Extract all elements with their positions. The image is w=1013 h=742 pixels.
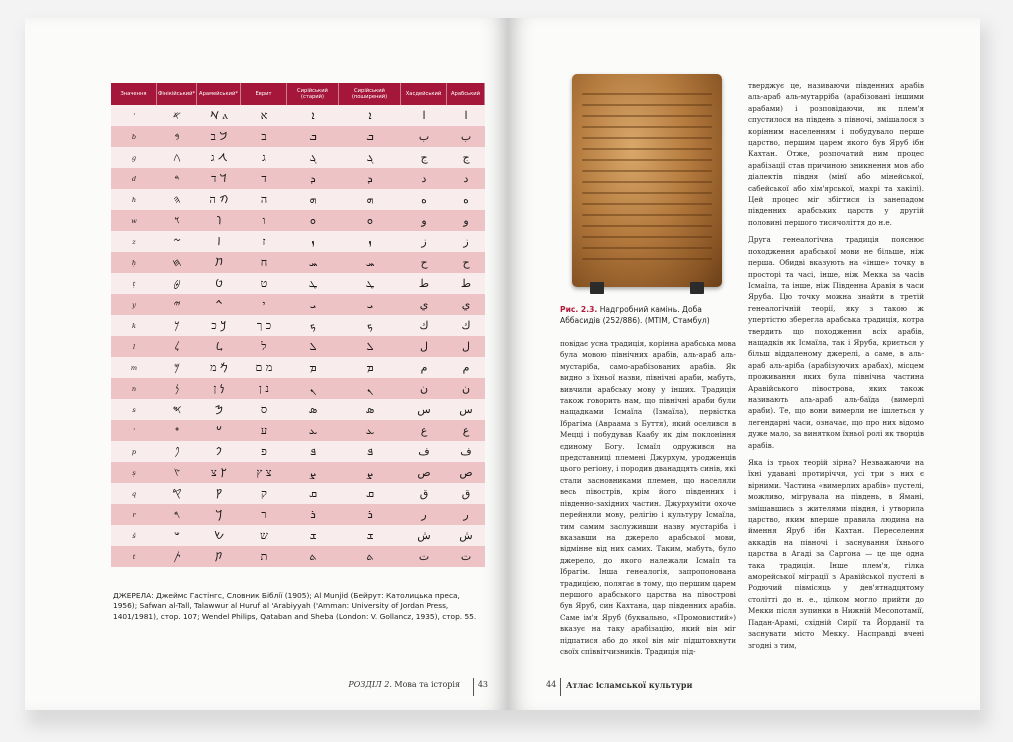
table-header-cell: Хасдейський — [401, 83, 447, 105]
letter-glyph-cell: ܢ — [339, 378, 401, 399]
letter-glyph-cell: ܥ — [287, 420, 339, 441]
letter-glyph-cell: ח — [241, 252, 287, 273]
letter-glyph-cell: ق — [447, 483, 485, 504]
letter-glyph-cell: ܗ — [339, 189, 401, 210]
letter-glyph-cell: ق — [401, 483, 447, 504]
letter-glyph-cell: ܛ — [287, 273, 339, 294]
letter-glyph-cell: 𐡆 — [197, 231, 241, 252]
letter-glyph-cell: ت — [401, 546, 447, 567]
letter-glyph-cell: 𐡍 ן — [197, 378, 241, 399]
letter-glyph-cell: و — [401, 210, 447, 231]
letter-glyph-cell: 𐤓 — [157, 504, 197, 525]
letter-glyph-cell: 𐤍 — [157, 378, 197, 399]
letter-glyph-cell: م — [401, 357, 447, 378]
letter-glyph-cell: 𐡕 — [197, 546, 241, 567]
letter-glyph-cell: ف — [447, 441, 485, 462]
letter-glyph-cell: 𐤁 — [157, 126, 197, 147]
letter-glyph-cell: ن — [447, 378, 485, 399]
letter-glyph-cell: 𐤔 — [157, 525, 197, 546]
letter-glyph-cell: ܨ — [287, 462, 339, 483]
letter-glyph-cell: ܬ — [339, 546, 401, 567]
stand-right — [690, 282, 704, 294]
letter-glyph-cell: ܫ — [339, 525, 401, 546]
letter-glyph-cell: ج — [401, 147, 447, 168]
letter-glyph-cell: ס — [241, 399, 287, 420]
letter-glyph-cell: ܫ — [287, 525, 339, 546]
letter-glyph-cell: 𐤏 — [157, 420, 197, 441]
letter-glyph-cell: ه — [447, 189, 485, 210]
letter-value-cell: y — [111, 294, 157, 315]
letter-glyph-cell: 𐡁 ב — [197, 126, 241, 147]
letter-glyph-cell: ܥ — [339, 420, 401, 441]
letter-glyph-cell: ܠ — [287, 336, 339, 357]
letter-value-cell: ʿ — [111, 420, 157, 441]
letter-glyph-cell: ܦ — [287, 441, 339, 462]
table-header-cell: Сирійський (поширений) — [339, 83, 401, 105]
letter-glyph-cell: 𐤂 — [157, 147, 197, 168]
letter-glyph-cell: ا — [447, 105, 485, 126]
letter-value-cell: n — [111, 378, 157, 399]
letter-glyph-cell: ك — [401, 315, 447, 336]
letter-glyph-cell: ا — [401, 105, 447, 126]
letter-glyph-cell: 𐤒 — [157, 483, 197, 504]
letter-glyph-cell: 𐡇 — [197, 252, 241, 273]
letter-glyph-cell: ع — [401, 420, 447, 441]
letter-glyph-cell: 𐡏 — [197, 420, 241, 441]
letter-glyph-cell: ܙ — [339, 231, 401, 252]
letter-glyph-cell: 𐤕 — [157, 546, 197, 567]
letter-glyph-cell: و — [447, 210, 485, 231]
letter-glyph-cell: د — [447, 168, 485, 189]
letter-glyph-cell: ص — [401, 462, 447, 483]
letter-glyph-cell: 𐤐 — [157, 441, 197, 462]
letter-glyph-cell: ר — [241, 504, 287, 525]
letter-glyph-cell: ܒ — [339, 126, 401, 147]
right-footer — [508, 678, 980, 694]
letter-glyph-cell: פ — [241, 441, 287, 462]
chapter-number: РОЗДІЛ 2. — [348, 680, 392, 689]
figure-number: Рис. 2.3. — [560, 305, 598, 314]
letter-glyph-cell: 𐤋 — [157, 336, 197, 357]
letter-glyph-cell: 𐡈 — [197, 273, 241, 294]
letter-glyph-cell: 𐡔 — [197, 525, 241, 546]
letter-glyph-cell: ص — [447, 462, 485, 483]
letter-glyph-cell: ب — [447, 126, 485, 147]
letter-glyph-cell: ܡ — [287, 357, 339, 378]
letter-glyph-cell: 𐡌 מ — [197, 357, 241, 378]
table-header-cell: Еврит — [241, 83, 287, 105]
letter-glyph-cell: 𐤑 — [157, 462, 197, 483]
letter-glyph-cell: ז — [241, 231, 287, 252]
figure-caption-text: Надгробний камінь. Доба Аббасидів (252/886). (МТІМ, Стамбул) — [560, 305, 710, 325]
table-header-cell: Арабський — [447, 83, 485, 105]
page-number-right: 44 — [546, 680, 557, 689]
letter-glyph-cell: 𐤇 — [157, 252, 197, 273]
letter-glyph-cell: ט — [241, 273, 287, 294]
letter-value-cell: k — [111, 315, 157, 336]
letter-glyph-cell: ܓ — [339, 147, 401, 168]
footer-divider — [473, 678, 474, 696]
paragraph: тверджує це, називаючи південних арабів аль-араб аль-мутарріба (арабізовані іншими арабами) і розповідаючи, як плем'я спустилося на південь з півночі, змішалося з корінним населенням і побудувало перше царство, першим царем якого був Яруб ібн Кахтан. Отже, розпочатий ним процес арабізації став причиною зникнення мов або діалектів півдня (мінї або мінейської, сабейської або хім'ярської, махрі та хакілі). Цей процес міг збігтися із занепадом південних арабських царств у другій половині першого тисячоліття до н.е. — [748, 81, 924, 227]
letter-glyph-cell: ܒ — [287, 126, 339, 147]
letter-glyph-cell: 𐡒 — [197, 483, 241, 504]
letter-value-cell: l — [111, 336, 157, 357]
letter-glyph-cell: 𐡂 ג — [197, 147, 241, 168]
letter-glyph-cell: ܓ — [287, 147, 339, 168]
letter-glyph-cell: ܡ — [339, 357, 401, 378]
letter-glyph-cell: מ ם — [241, 357, 287, 378]
tombstone-image — [572, 74, 722, 287]
letter-glyph-cell: س — [447, 399, 485, 420]
letter-glyph-cell: ش — [401, 525, 447, 546]
letter-glyph-cell: ج — [447, 147, 485, 168]
letter-glyph-cell: ܕ — [287, 168, 339, 189]
inscription-lines — [582, 84, 712, 277]
page-number-left: 43 — [477, 680, 488, 689]
letter-glyph-cell: 𐡅 — [197, 210, 241, 231]
letter-glyph-cell: ܣ — [339, 399, 401, 420]
letter-glyph-cell: ܩ — [287, 483, 339, 504]
letter-glyph-cell: ב — [241, 126, 287, 147]
letter-value-cell: z — [111, 231, 157, 252]
letter-glyph-cell: נ ן — [241, 378, 287, 399]
letter-value-cell: š — [111, 525, 157, 546]
letter-glyph-cell: ش — [447, 525, 485, 546]
alphabet-table — [111, 83, 485, 567]
letter-glyph-cell: ي — [401, 294, 447, 315]
letter-value-cell: p — [111, 441, 157, 462]
letter-glyph-cell: ي — [447, 294, 485, 315]
letter-value-cell: s — [111, 399, 157, 420]
letter-glyph-cell: ن — [401, 378, 447, 399]
chapter-label — [348, 680, 460, 689]
letter-glyph-cell: 𐡑 צ — [197, 462, 241, 483]
letter-glyph-cell: ו — [241, 210, 287, 231]
left-footer — [25, 678, 508, 694]
left-page — [25, 18, 508, 710]
letter-glyph-cell: ܨ — [339, 462, 401, 483]
letter-glyph-cell: ה — [241, 189, 287, 210]
letter-glyph-cell: י — [241, 294, 287, 315]
stand-left — [590, 282, 604, 294]
paragraph: Друга генеалогічна традиція пояснює походження арабської мови не більше, ніж перша. Обидві вказують на «інше» точку в просторі та часі, інше, ніж Мекка за часів Ісмаїла, та інше, ніж Південна Аравія в часи Яруба. Цю точку можна знайти в третій генеалогічній теорії, яку з такою ж упертістю зберегла арабська традиція, котра твердить що походження всіх арабів, нащадків як Ісмаїла, так і Яруба, криється у більш віддаленому джерелі, а саме, в аль-араб аль-аріба (арабізуючих арабах), місцем проживання яких була північна частина Аравійського півострова, яких також називають аль-араб аль-баїда (вимерлі араби). Те, що вони вимерли не ішлеться у легендарні часи, означає, що про них відомо дуже мало, за винятком їхньої ролі як творців арабів. — [748, 235, 924, 450]
letter-value-cell: m — [111, 357, 157, 378]
letter-glyph-cell: 𐡐 — [197, 441, 241, 462]
letter-glyph-cell: ܟ — [287, 315, 339, 336]
letter-glyph-cell: ح — [447, 252, 485, 273]
table-header-cell: Сирійський (старий) — [287, 83, 339, 105]
letter-glyph-cell: ت — [447, 546, 485, 567]
letter-glyph-cell: 𐡄 ה — [197, 189, 241, 210]
letter-glyph-cell: 𐤆 — [157, 231, 197, 252]
letter-glyph-cell: ܐ — [287, 105, 339, 126]
letter-value-cell: w — [111, 210, 157, 231]
paragraph: повідає усна традиція, корінна арабська мова була мовою північних арабів, аль-араб аль-мустаріба, само-арабізованих арабів. Як видно з їхньої назви, північні араби, мабуть, вивчили арабську мову у інших. Традиція також говорить нам, що північні араби були нащадками Ісмаїла (Ізмаїла), первістка Ібрагіма (Авраама з Буття), який оселився в Мецці і побудував Каабу як дім поклоніння єдиному Богу. Ісмаїл одружився на представниці племені Джурхум, уродженців цього регіону, і породив дванадцять синів, які стали засновниками племен, що населяли весь півострів, крім його південних і південно-західних частин. Джурхуміти охоче перейняли мову, релігію і культуру Ісмаїла, тим самим заслуживши назву мустаріба і вказавши на джерело арабської мови, відмінне від них самих. Таким, мабуть, було джерело, до якого належали Ісмаїл та Ібрагім. Інша генеалогія, запропонована традицією, полягає в тому, що першим царем першого арабського царства на півострові був Яруб, син Кахтана, цар південних арабів. Саме ім'я Яруб (буквально, «Промовистий») вказує на таку арабізацію, який він міг підпатися або до якої він міг підштовхнути своїх співвітчизників. Традиція під- — [560, 339, 736, 656]
letter-glyph-cell: ܟ — [339, 315, 401, 336]
letter-glyph-cell: ܕ — [339, 168, 401, 189]
letter-glyph-cell: 𐡃 ד — [197, 168, 241, 189]
letter-glyph-cell: ܦ — [339, 441, 401, 462]
letter-value-cell: g — [111, 147, 157, 168]
letter-value-cell: ṣ — [111, 462, 157, 483]
letter-glyph-cell: ط — [401, 273, 447, 294]
letter-glyph-cell: ܢ — [287, 378, 339, 399]
letter-glyph-cell: ܬ — [287, 546, 339, 567]
letter-glyph-cell: ܝ — [339, 294, 401, 315]
table-header-cell: Значення — [111, 83, 157, 105]
letter-glyph-cell: ת — [241, 546, 287, 567]
letter-glyph-cell: ܪ — [339, 504, 401, 525]
letter-glyph-cell: ܙ — [287, 231, 339, 252]
letter-glyph-cell: ب — [401, 126, 447, 147]
letter-glyph-cell: ر — [401, 504, 447, 525]
letter-glyph-cell: 𐤄 — [157, 189, 197, 210]
letter-glyph-cell: ܚ — [339, 252, 401, 273]
letter-glyph-cell: ל — [241, 336, 287, 357]
paragraph: Яка із трьох теорій зірна? Незважаючи на їхні удавані протиріччя, усі три з них є вірними. Частина «вимерлих арабів» пустелі, можливо, мігрувала на південь, в Ямані, змішавшись з жителями півдня, і утворила царство, яким вперше правила людина на ймення Яруб ібн Кахтан. Переселення аккадів на півночі і заснування їхнього царства в Агаді за Саргона — це ще одна така традиція. Інше плем'я, гілка аморейської міграції з Аравійської пустелі в Родючий півмісяць у дев'ятнадцятому столітті до н. е., цілком могло прийти до Мекки після зупинки в Нижній Месопотамії, Падан-Арамі, східній Сирії та Йорданії та заснувати місто Мекку. Насправді вчені згодні з тим, — [748, 458, 924, 650]
letter-glyph-cell: ܐ — [339, 105, 401, 126]
letter-glyph-cell: א — [241, 105, 287, 126]
letter-glyph-cell: ש — [241, 525, 287, 546]
sources-note: ДЖЕРЕЛА: Джеймс Гастінгс, Словник Біблії (1905); Al Munjid (Бейрут: Католицька преса, 1956); Safwan al-Tall, Talawwur al Huruf al 'Arabiyyah ('Amman: University of Jordan Press, 1401/1981), стор. 107; Wendel Philips, Qataban and Sheba (London: V. Gollancz, 1935), стор. 55. — [113, 591, 477, 621]
letter-glyph-cell: س — [401, 399, 447, 420]
footer-divider — [560, 678, 561, 696]
figure-caption — [560, 304, 736, 326]
letter-value-cell: ḥ — [111, 252, 157, 273]
letter-glyph-cell: 𐡎 — [197, 399, 241, 420]
letter-glyph-cell: 𐤈 — [157, 273, 197, 294]
letter-glyph-cell: ك — [447, 315, 485, 336]
letter-glyph-cell: 𐡊 כ — [197, 315, 241, 336]
letter-glyph-cell: ط — [447, 273, 485, 294]
table-header-cell: Фінікійський* — [157, 83, 197, 105]
chapter-title: Мова та історія — [394, 680, 460, 689]
letter-value-cell: q — [111, 483, 157, 504]
letter-glyph-cell: ف — [401, 441, 447, 462]
right-page — [508, 18, 980, 710]
letter-glyph-cell: ل — [447, 336, 485, 357]
letter-value-cell: r — [111, 504, 157, 525]
letter-glyph-cell: ر — [447, 504, 485, 525]
letter-glyph-cell: 𐤀 — [157, 105, 197, 126]
letter-glyph-cell: צ ץ — [241, 462, 287, 483]
letter-glyph-cell: ܪ — [287, 504, 339, 525]
letter-glyph-cell: ح — [401, 252, 447, 273]
letter-glyph-cell: م — [447, 357, 485, 378]
letter-glyph-cell: ע — [241, 420, 287, 441]
book-title: Атлас ісламської культури — [566, 680, 693, 690]
letter-glyph-cell: 𐤎 — [157, 399, 197, 420]
letter-glyph-cell: ܣ — [287, 399, 339, 420]
letter-value-cell: ṭ — [111, 273, 157, 294]
text-column-right — [748, 80, 924, 670]
letter-value-cell: h — [111, 189, 157, 210]
letter-glyph-cell: ק — [241, 483, 287, 504]
letter-glyph-cell: 𐤅 — [157, 210, 197, 231]
letter-glyph-cell: 𐤃 — [157, 168, 197, 189]
letter-glyph-cell: 𐤌 — [157, 357, 197, 378]
letter-glyph-cell: ܗ — [287, 189, 339, 210]
letter-glyph-cell: ܛ — [339, 273, 401, 294]
letter-glyph-cell: ܝ — [287, 294, 339, 315]
letter-value-cell: b — [111, 126, 157, 147]
letter-glyph-cell: ز — [447, 231, 485, 252]
table-header-cell: Арамейський* — [197, 83, 241, 105]
text-column-left — [560, 338, 736, 668]
letter-glyph-cell: ܠ — [339, 336, 401, 357]
letter-glyph-cell: د — [401, 168, 447, 189]
letter-glyph-cell: 𐡋 — [197, 336, 241, 357]
letter-glyph-cell: 𐡓 — [197, 504, 241, 525]
letter-glyph-cell: ג — [241, 147, 287, 168]
letter-glyph-cell: ד — [241, 168, 287, 189]
letter-glyph-cell: ܘ — [339, 210, 401, 231]
letter-value-cell: t — [111, 546, 157, 567]
letter-value-cell: d — [111, 168, 157, 189]
letter-glyph-cell: ل — [401, 336, 447, 357]
letter-glyph-cell: 𐡀 ⲁ — [197, 105, 241, 126]
letter-glyph-cell: ܩ — [339, 483, 401, 504]
letter-glyph-cell: 𐤊 — [157, 315, 197, 336]
letter-value-cell: ʾ — [111, 105, 157, 126]
letter-glyph-cell: ه — [401, 189, 447, 210]
letter-glyph-cell: ܚ — [287, 252, 339, 273]
letter-glyph-cell: ع — [447, 420, 485, 441]
letter-glyph-cell: כ ך — [241, 315, 287, 336]
letter-glyph-cell: ܘ — [287, 210, 339, 231]
letter-glyph-cell: 𐡉 — [197, 294, 241, 315]
letter-glyph-cell: ز — [401, 231, 447, 252]
letter-glyph-cell: 𐤉 — [157, 294, 197, 315]
